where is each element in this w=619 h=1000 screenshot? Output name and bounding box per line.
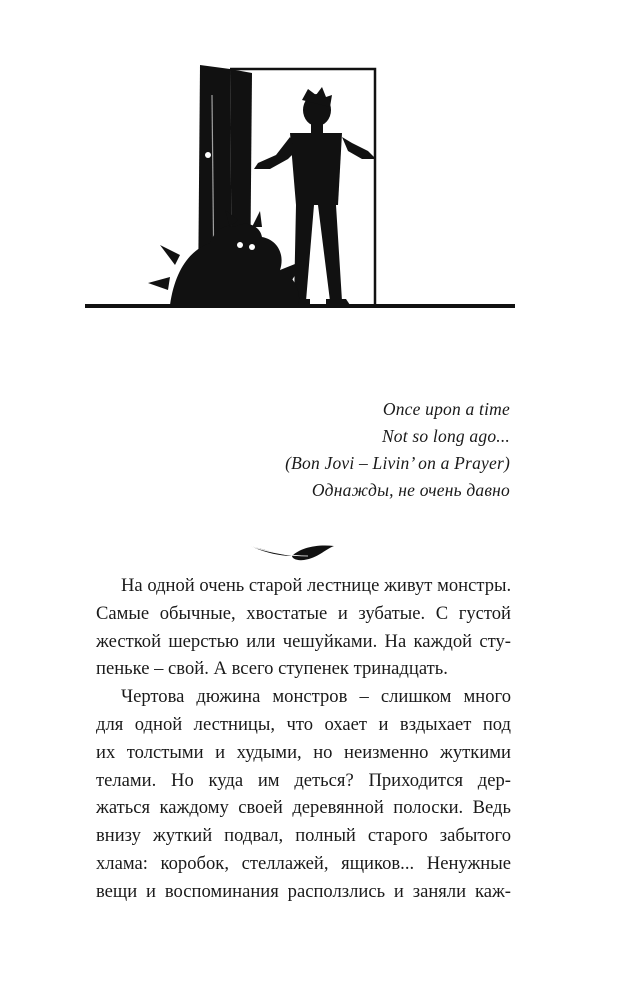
epigraph-line: Not so long ago... bbox=[381, 426, 510, 446]
text-line: На одной очень старой лестнице живут монстры. bbox=[121, 575, 512, 596]
text-line: внизу жуткий подвал, полный старого забытого bbox=[96, 825, 511, 847]
epigraph-line: Once upon a time bbox=[382, 399, 510, 419]
text-line: жаться каждому своей деревянной полоски. Ведь bbox=[96, 797, 511, 819]
floor-line bbox=[85, 304, 515, 308]
epigraph-line: Однажды, не очень давно bbox=[311, 480, 510, 500]
doorway-illustration bbox=[80, 55, 520, 325]
text-line: вещи и воспоминания расползлись и заняли каж- bbox=[96, 880, 511, 902]
text-line: Самые обычные, хвостатые и зубатые. С густой bbox=[96, 602, 511, 624]
text-line: жесткой шерстью или чешуйками. На каждой сту- bbox=[96, 630, 511, 652]
text-line: Чертова дюжина монстров – слишком много bbox=[121, 686, 511, 708]
epigraph-line: (Bon Jovi – Livin’ on a Prayer) bbox=[285, 453, 510, 473]
epigraph bbox=[285, 396, 510, 504]
text-line: пеньке – свой. А всего ступенек тринадцать. bbox=[96, 658, 448, 680]
text-line: для одной лестницы, что охает и вздыхает под bbox=[96, 713, 511, 735]
body-text bbox=[96, 572, 511, 906]
text-line: хлама: коробок, стеллажей, ящиков... Ненужные bbox=[96, 852, 511, 874]
text-line: их толстыми и худыми, но неизменно жуткими bbox=[96, 741, 511, 763]
text-line: телами. Но куда им деться? Приходится дер- bbox=[96, 769, 511, 791]
feather-icon bbox=[248, 536, 338, 564]
